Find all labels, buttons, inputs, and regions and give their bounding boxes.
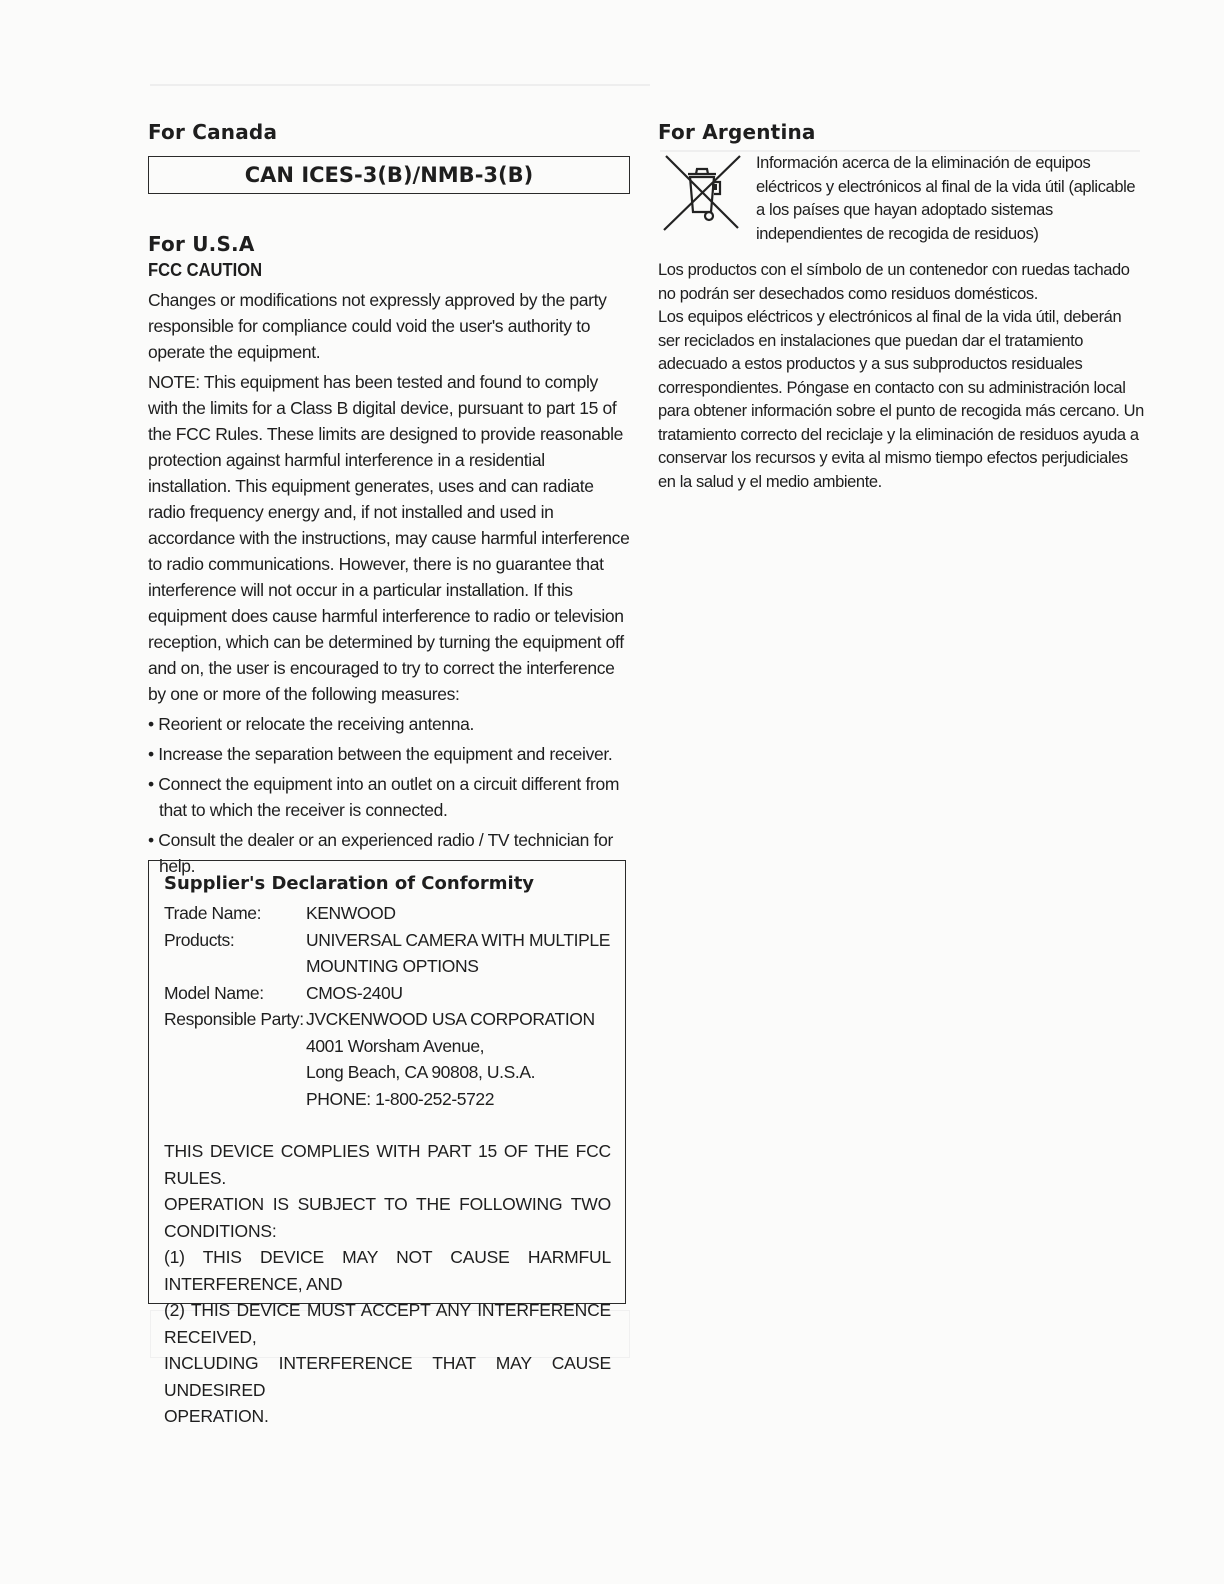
argentina-body: [658, 259, 1146, 494]
products-line: UNIVERSAL CAMERA WITH MULTIPLE: [306, 929, 611, 950]
table-row: [164, 1006, 610, 1112]
table-row: [164, 980, 610, 1007]
table-row: [164, 927, 610, 980]
fcc-statement-line: OPERATION.: [164, 1406, 269, 1426]
products-line: MOUNTING OPTIONS: [306, 956, 479, 976]
trade-name-label: Trade Name:: [164, 903, 262, 923]
list-item: • Consult the dealer or an experienced radio / TV technician for help.: [148, 827, 630, 879]
party-line: Long Beach, CA 90808, U.S.A.: [306, 1062, 536, 1082]
list-item: • Connect the equipment into an outlet on a circuit different from that to which the receiver is connected.: [148, 771, 630, 823]
party-line: JVCKENWOOD USA CORPORATION: [306, 1009, 595, 1029]
canada-heading: For Canada: [148, 120, 278, 144]
sdoc-table: [164, 900, 610, 1112]
canada-compliance-box: [148, 156, 630, 194]
fcc-statement-line: OPERATION IS SUBJECT TO THE FOLLOWING TWO CONDITIONS:: [164, 1194, 611, 1241]
right-column: [658, 120, 1146, 494]
list-item: • Reorient or relocate the receiving antenna.: [148, 711, 630, 737]
fcc-statement-line: (2) THIS DEVICE MUST ACCEPT ANY INTERFERENCE RECEIVED,: [164, 1300, 611, 1347]
canada-compliance-text: CAN ICES-3(B)/NMB-3(B): [244, 163, 534, 187]
model-name-label: Model Name:: [164, 982, 264, 1003]
argentina-heading: For Argentina: [658, 120, 816, 144]
usa-heading: For U.S.A: [148, 232, 255, 256]
fcc-compliance-statement: [164, 1138, 611, 1430]
argentina-paragraph-1: Los productos con el símbolo de un contenedor con ruedas tachado no podrán ser desechados como residuos domésticos.: [658, 261, 1130, 303]
products-label: Products:: [164, 929, 235, 950]
argentina-paragraph-2: Los equipos eléctricos y electrónicos al final de la vida útil, deberán ser reciclados en instalaciones que puedan dar el tratamiento adecuado a estos productos y a sus subproductos residuales correspondientes. Póngase en contacto con su administración local para obtener información sobre el punto de recogida más cercano. Un tratamiento correcto del reciclaje y la eliminación de residuos ayuda a conservar los recursos y evita al mismo tiempo efectos perjudiciales en la salud y el medio ambiente.: [658, 308, 1144, 491]
crossed-out-wheelie-bin-icon: [662, 152, 742, 232]
fcc-statement-line: THIS DEVICE COMPLIES WITH PART 15 OF THE FCC RULES.: [164, 1141, 611, 1188]
fcc-paragraph-2: NOTE: This equipment has been tested and found to comply with the limits for a Class B digital device, pursuant to part 15 of the FCC Rules. These limits are designed to provide reasonable protection against harmful interference in a residential installation. This equipment generates, uses and can radiate radio frequency energy and, if not installed and used in accordance with the instructions, may cause harmful interference to radio communications. However, there is no guarantee that interference will not occur in a particular installation. If this equipment does cause harmful interference to radio or television reception, which can be determined by turning the equipment off and on, the user is encouraged to try to correct the interference by one or more of the following measures:: [148, 372, 630, 704]
fcc-paragraph-1: Changes or modifications not expressly approved by the party responsible for compliance could void the user's authority to operate the equipment.: [148, 290, 607, 362]
responsible-party-label: Responsible Party:: [164, 1009, 304, 1029]
list-item: • Increase the separation between the equipment and receiver.: [148, 741, 630, 767]
fcc-caution-body: [148, 287, 630, 879]
sdoc-title: Supplier's Declaration of Conformity: [164, 873, 535, 894]
weee-notice: [658, 152, 1146, 246]
products-value: [306, 927, 610, 980]
fcc-statement-line: INCLUDING INTERFERENCE THAT MAY CAUSE UNDESIRED: [164, 1353, 611, 1400]
left-column: [148, 120, 630, 879]
fcc-statement-line: (1) THIS DEVICE MAY NOT CAUSE HARMFUL INTERFERENCE, AND: [164, 1247, 611, 1294]
responsible-party-value: [306, 1006, 610, 1112]
show-through-marks: [150, 40, 650, 86]
party-line: PHONE: 1-800-252-5722: [306, 1088, 495, 1109]
party-line: 4001 Worsham Avenue,: [306, 1035, 485, 1056]
trade-name-value: KENWOOD: [306, 903, 396, 923]
table-row: [164, 900, 610, 927]
model-name-value: CMOS-240U: [306, 982, 403, 1003]
suppliers-declaration-box: [148, 860, 626, 1426]
fcc-measures-list: [148, 711, 630, 879]
weee-caption: Información acerca de la eliminación de equipos eléctricos y electrónicos al final de la vida útil (aplicable a los países que hayan adoptado sistemas independientes de recogida de residuos): [756, 154, 1136, 243]
fcc-caution-title: FCC CAUTION: [148, 260, 263, 280]
